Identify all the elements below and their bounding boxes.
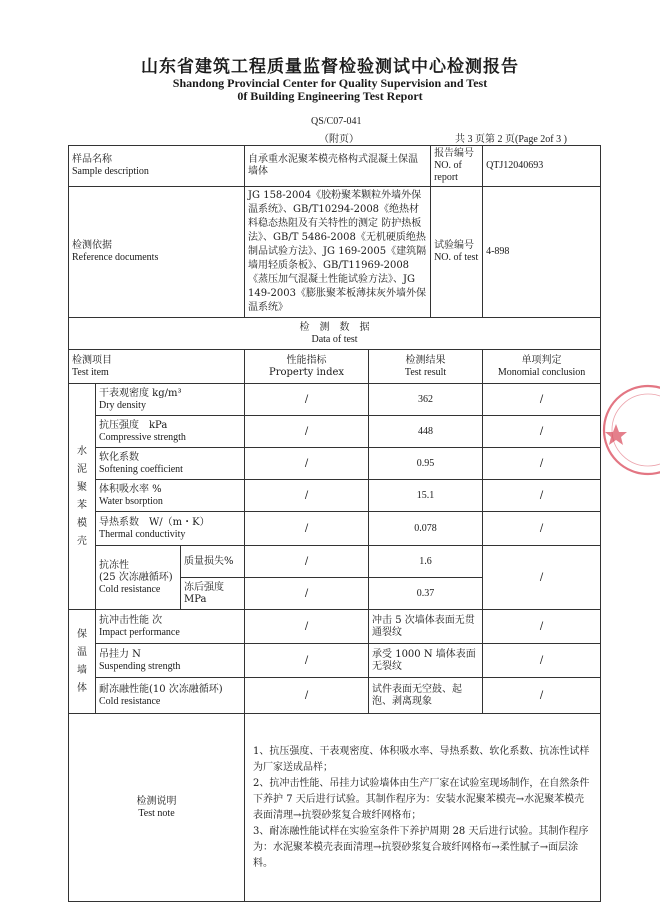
item-dry-density xyxy=(96,384,245,416)
item-softening-coefficient xyxy=(96,448,245,480)
table-row xyxy=(69,416,601,448)
item-suspending-strength xyxy=(96,644,245,678)
result-value: 448 xyxy=(369,416,483,448)
frost-sub-mass-loss: 质量损失% xyxy=(181,546,245,578)
note-label xyxy=(69,714,245,902)
col-header-item-cn: 检测项目 xyxy=(72,354,112,366)
col-header-index xyxy=(245,350,369,384)
note-label-cn: 检测说明 xyxy=(136,795,177,807)
sample-value: 自承重水泥聚苯模壳格构式混凝土保温墙体 xyxy=(245,146,431,187)
item-en: Thermal conductivity xyxy=(99,528,186,540)
test-no-label-en: NO. of test xyxy=(434,252,479,263)
item-impact-performance xyxy=(96,610,245,644)
item-cn: 抗冲击性能 次 xyxy=(99,614,163,626)
conclusion-value: / xyxy=(483,384,601,416)
report-title-en-line1: Shandong Provincial Center for Quality Supervision and Test xyxy=(172,76,488,90)
item-cn: 耐冻融性能(10 次冻融循环) xyxy=(99,683,223,695)
conclusion-value: / xyxy=(483,678,601,714)
report-no-value: QTJ12040693 xyxy=(483,146,601,187)
table-row xyxy=(69,546,601,578)
note-label-en: Test note xyxy=(138,807,175,819)
conclusion-value: / xyxy=(483,512,601,546)
report-title-cn: 山东省建筑工程质量监督检验测试中心检测报告 xyxy=(141,57,519,77)
col-header-index-cn: 性能指标 xyxy=(286,354,327,366)
report-title-en-line2: 0f Building Engineering Test Report xyxy=(237,89,423,103)
data-heading-row xyxy=(69,318,601,350)
conclusion-value: / xyxy=(483,480,601,512)
sample-label-en: Sample description xyxy=(72,166,149,177)
table-row xyxy=(69,384,601,416)
item-en: Softening coefficient xyxy=(99,463,183,475)
index-value: / xyxy=(245,384,369,416)
data-heading-en: Data of test xyxy=(311,333,358,345)
reference-label-cn: 检测依据 xyxy=(72,240,112,251)
item-cn: 软化系数 xyxy=(99,451,139,463)
result-value: 1.6 xyxy=(369,546,483,578)
test-no-label-cn: 试验编号 xyxy=(434,240,475,251)
item-cn-sub: (25 次冻融循环) xyxy=(99,571,173,583)
col-header-conclusion-cn: 单项判定 xyxy=(521,354,562,366)
item-en: Dry density xyxy=(99,399,146,411)
item-cn: 导热系数 W/（m・K） xyxy=(99,516,210,528)
index-value: / xyxy=(245,644,369,678)
group-label-cement-eps-text: 水泥聚苯模壳 xyxy=(77,445,87,547)
index-value: / xyxy=(245,512,369,546)
sample-row xyxy=(69,146,601,187)
table-row xyxy=(69,448,601,480)
item-cn: 体积吸水率 % xyxy=(99,483,162,495)
item-en: Impact performance xyxy=(99,626,180,638)
item-en: Compressive strength xyxy=(99,431,186,443)
index-value: / xyxy=(245,416,369,448)
item-en: Water bsorption xyxy=(99,495,163,507)
reference-value: JG 158-2004《胶粉聚苯颗粒外墙外保温系统》、GB/T10294-2008《绝热材料稳态热阻及有关特性的测定 防护热板法》、GB/T 5486-2008《无机硬质绝热制品试验方法》、JG 169-2005《建筑隔墙用轻质条板》、GB/T11969-2008《蒸压加气混凝土性能试验方法》、JG 149-2003《膨胀聚苯板薄抹灰外墙外保温系统》 xyxy=(245,187,431,318)
item-freeze-thaw xyxy=(96,678,245,714)
column-header-row xyxy=(69,350,601,384)
col-header-conclusion-en: Monomial conclusion xyxy=(497,366,586,378)
index-value: / xyxy=(245,610,369,644)
table-row xyxy=(69,512,601,546)
col-header-result xyxy=(369,350,483,384)
report-no-label-cn: 报告编号 xyxy=(434,148,475,159)
table-row xyxy=(69,678,601,714)
item-en: Suspending strength xyxy=(99,660,181,672)
item-en: Cold resistance xyxy=(99,695,161,707)
col-header-conclusion xyxy=(483,350,601,384)
table-row xyxy=(69,644,601,678)
conclusion-value: / xyxy=(483,448,601,480)
data-heading-cn: 检 测 数 据 xyxy=(299,321,370,333)
item-cn: 干表观密度 kg/m³ xyxy=(99,387,182,399)
table-row xyxy=(69,610,601,644)
index-value: / xyxy=(245,480,369,512)
sample-label xyxy=(69,146,245,187)
item-water-absorption xyxy=(96,480,245,512)
group-label-wall-text: 保温墙体 xyxy=(77,628,87,694)
attachment-label: （附页） xyxy=(319,134,359,145)
note-row xyxy=(69,714,601,902)
col-header-item-en: Test item xyxy=(72,366,109,378)
col-header-index-en: Property index xyxy=(268,366,345,378)
note-paragraph-2: 2、抗冲击性能、吊挂力试验墙体由生产厂家在试验室现场制作，在自然条件下养护 7 天后进行试验。其制作程序为：安装水泥聚苯模壳→水泥聚苯模壳表面清理→抗裂砂浆复合玻纤网格布； xyxy=(253,777,590,821)
item-en: Cold resistance xyxy=(99,583,161,595)
item-compressive-strength xyxy=(96,416,245,448)
reference-label-en: Reference documents xyxy=(72,252,159,263)
item-cn: 抗压强度 kPa xyxy=(99,419,168,431)
test-no-label xyxy=(431,187,483,318)
note-text xyxy=(245,714,601,902)
result-value: 0.078 xyxy=(369,512,483,546)
table-row xyxy=(69,480,601,512)
result-value: 15.1 xyxy=(369,480,483,512)
item-frost-resistance xyxy=(96,546,181,610)
index-value: / xyxy=(245,546,369,578)
report-no-label xyxy=(431,146,483,187)
col-header-item xyxy=(69,350,245,384)
note-paragraph-1: 1、抗压强度、干表观密度、体积吸水率、导热系数、软化系数、抗冻性试样为厂家送成品样； xyxy=(253,745,590,773)
conclusion-value: / xyxy=(483,416,601,448)
report-table xyxy=(68,145,601,902)
item-thermal-conductivity xyxy=(96,512,245,546)
form-code: QS/C07-041 xyxy=(311,116,362,127)
sample-label-cn: 样品名称 xyxy=(72,154,112,165)
index-value: / xyxy=(245,578,369,610)
item-cn: 吊挂力 N xyxy=(99,648,141,660)
conclusion-value: / xyxy=(483,546,601,610)
test-no-value: 4-898 xyxy=(483,187,601,318)
index-value: / xyxy=(245,448,369,480)
col-header-result-en: Test result xyxy=(404,366,447,378)
data-heading xyxy=(69,318,601,350)
result-value: 试件表面无空鼓、起泡、剥离现象 xyxy=(369,678,483,714)
result-value: 362 xyxy=(369,384,483,416)
report-title-en xyxy=(0,77,660,103)
conclusion-value: / xyxy=(483,644,601,678)
result-value: 冲击 5 次墙体表面无贯通裂纹 xyxy=(369,610,483,644)
result-value: 0.37 xyxy=(369,578,483,610)
result-value: 承受 1000 N 墙体表面无裂纹 xyxy=(369,644,483,678)
group-label-cement-eps xyxy=(69,384,96,610)
reference-row xyxy=(69,187,601,318)
report-no-label-en: NO. of report xyxy=(434,160,462,183)
result-value: 0.95 xyxy=(369,448,483,480)
reference-label xyxy=(69,187,245,318)
conclusion-value: / xyxy=(483,610,601,644)
index-value: / xyxy=(245,678,369,714)
note-paragraph-3: 3、耐冻融性能试样在实验室条件下养护周期 28 天后进行试验。其制作程序为：水泥聚苯模壳表面清理→抗裂砂浆复合玻纤网格布→柔性腻子→面层涂料。 xyxy=(253,825,589,869)
official-seal-icon xyxy=(596,380,660,480)
frost-sub-strength: 冻后强度 MPa xyxy=(181,578,245,610)
col-header-result-cn: 检测结果 xyxy=(405,354,446,366)
item-cn: 抗冻性 xyxy=(99,559,129,571)
page-info: 共 3 页第 2 页(Page 2of 3 ) xyxy=(455,134,567,145)
group-label-wall xyxy=(69,610,96,714)
